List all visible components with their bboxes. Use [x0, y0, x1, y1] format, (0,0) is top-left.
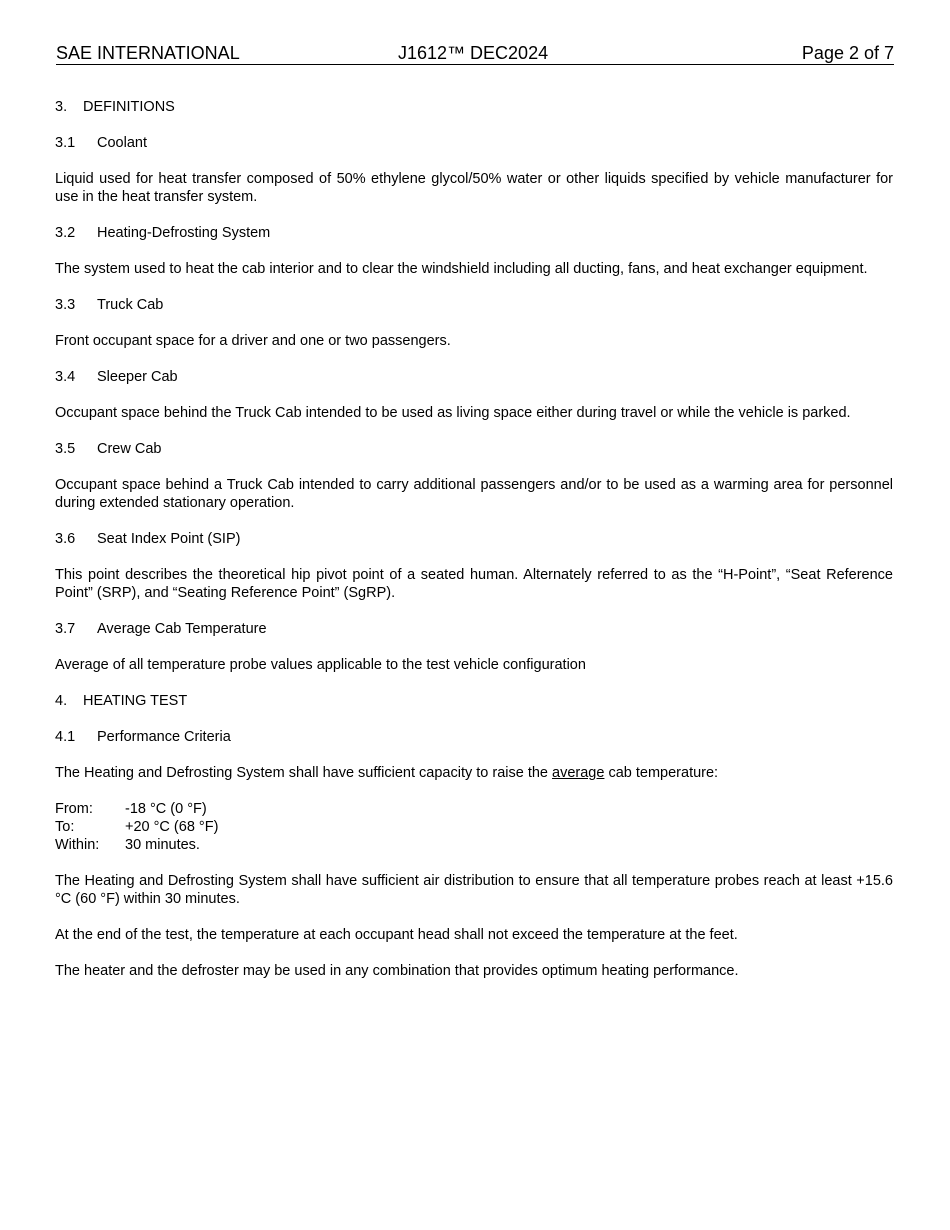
section-title: DEFINITIONS — [83, 99, 175, 115]
subsection-title: Sleeper Cab — [97, 369, 178, 385]
definition-heading-seat-index-point — [55, 530, 893, 548]
temperature-range-list — [55, 800, 893, 854]
range-value: +20 °C (68 °F) — [125, 819, 219, 835]
definition-text-average-cab-temperature: Average of all temperature probe values applicable to the test vehicle configuration — [55, 657, 586, 673]
intro-text-after: cab temperature: — [604, 765, 719, 781]
heater-defroster-paragraph: The heater and the defroster may be used in any combination that provides optimum heating performance. — [55, 963, 739, 979]
section-number: 3. — [55, 99, 68, 115]
page-header — [56, 43, 894, 65]
range-value: -18 °C (0 °F) — [125, 801, 207, 817]
header-document-id: J1612™ DEC2024 — [398, 43, 549, 63]
definition-heading-truck-cab — [55, 296, 893, 314]
section-heading-definitions — [55, 98, 893, 116]
subsection-title: Coolant — [97, 135, 147, 151]
header-page-number: Page 2 of 7 — [801, 43, 894, 63]
subsection-title: Crew Cab — [97, 441, 162, 457]
occupant-head-paragraph: At the end of the test, the temperature at each occupant head shall not exceed the temperature at the feet. — [55, 927, 738, 943]
range-label: Within: — [55, 837, 100, 853]
definition-heading-heating-defrosting-system — [55, 224, 893, 242]
definition-text-coolant: Liquid used for heat transfer composed of 50% ethylene glycol/50% water or other liquids specified by vehicle manufacturer for use in the heat transfer system. — [55, 171, 893, 205]
definition-text-truck-cab: Front occupant space for a driver and one or two passengers. — [55, 333, 451, 349]
definition-text-crew-cab: Occupant space behind a Truck Cab intended to carry additional passengers and/or to be used as a warming area for personnel during extended stationary operation. — [55, 477, 893, 511]
subsection-number: 3.1 — [55, 135, 76, 151]
range-value: 30 minutes. — [125, 837, 200, 853]
definition-text-heating-defrosting-system: The system used to heat the cab interior and to clear the windshield including all ducting, fans, and heat exchanger equipment. — [55, 261, 868, 277]
section-heading-heating-test — [55, 692, 893, 710]
definition-heading-sleeper-cab — [55, 368, 893, 386]
intro-text-underlined: average — [552, 765, 605, 781]
intro-text-before: The Heating and Defrosting System shall have sufficient capacity to raise the — [55, 765, 553, 781]
section-title: HEATING TEST — [83, 693, 188, 709]
subsection-heading-performance-criteria — [55, 728, 893, 746]
range-row-from — [55, 800, 893, 818]
range-row-within — [55, 836, 893, 854]
header-organization: SAE INTERNATIONAL — [56, 43, 240, 63]
document-body — [55, 98, 893, 998]
subsection-number: 3.7 — [55, 621, 76, 637]
subsection-title: Performance Criteria — [97, 729, 231, 745]
range-row-to — [55, 818, 893, 836]
definition-heading-coolant — [55, 134, 893, 152]
subsection-title: Truck Cab — [97, 297, 164, 313]
definition-text-seat-index-point: This point describes the theoretical hip pivot point of a seated human. Alternately referred to as the “H-Point”, “Seat Reference Point” (SRP), and “Seating Reference Point” (SgRP). — [55, 567, 893, 601]
subsection-title: Seat Index Point (SIP) — [97, 531, 241, 547]
subsection-number: 3.5 — [55, 441, 76, 457]
definition-text-sleeper-cab: Occupant space behind the Truck Cab intended to be used as living space either during travel or while the vehicle is parked. — [55, 405, 851, 421]
subsection-number: 3.4 — [55, 369, 76, 385]
section-number: 4. — [55, 693, 68, 709]
range-label: To: — [55, 819, 75, 835]
subsection-number: 3.3 — [55, 297, 76, 313]
definition-heading-average-cab-temperature — [55, 620, 893, 638]
subsection-title: Average Cab Temperature — [97, 621, 267, 637]
subsection-number: 3.6 — [55, 531, 76, 547]
range-label: From: — [55, 801, 93, 817]
subsection-number: 3.2 — [55, 225, 76, 241]
air-distribution-paragraph: The Heating and Defrosting System shall have sufficient air distribution to ensure that all temperature probes reach at least +15.6 °C (60 °F) within 30 minutes. — [55, 873, 893, 907]
subsection-number: 4.1 — [55, 729, 76, 745]
subsection-title: Heating-Defrosting System — [97, 225, 271, 241]
performance-criteria-intro — [55, 764, 893, 782]
definition-heading-crew-cab — [55, 440, 893, 458]
